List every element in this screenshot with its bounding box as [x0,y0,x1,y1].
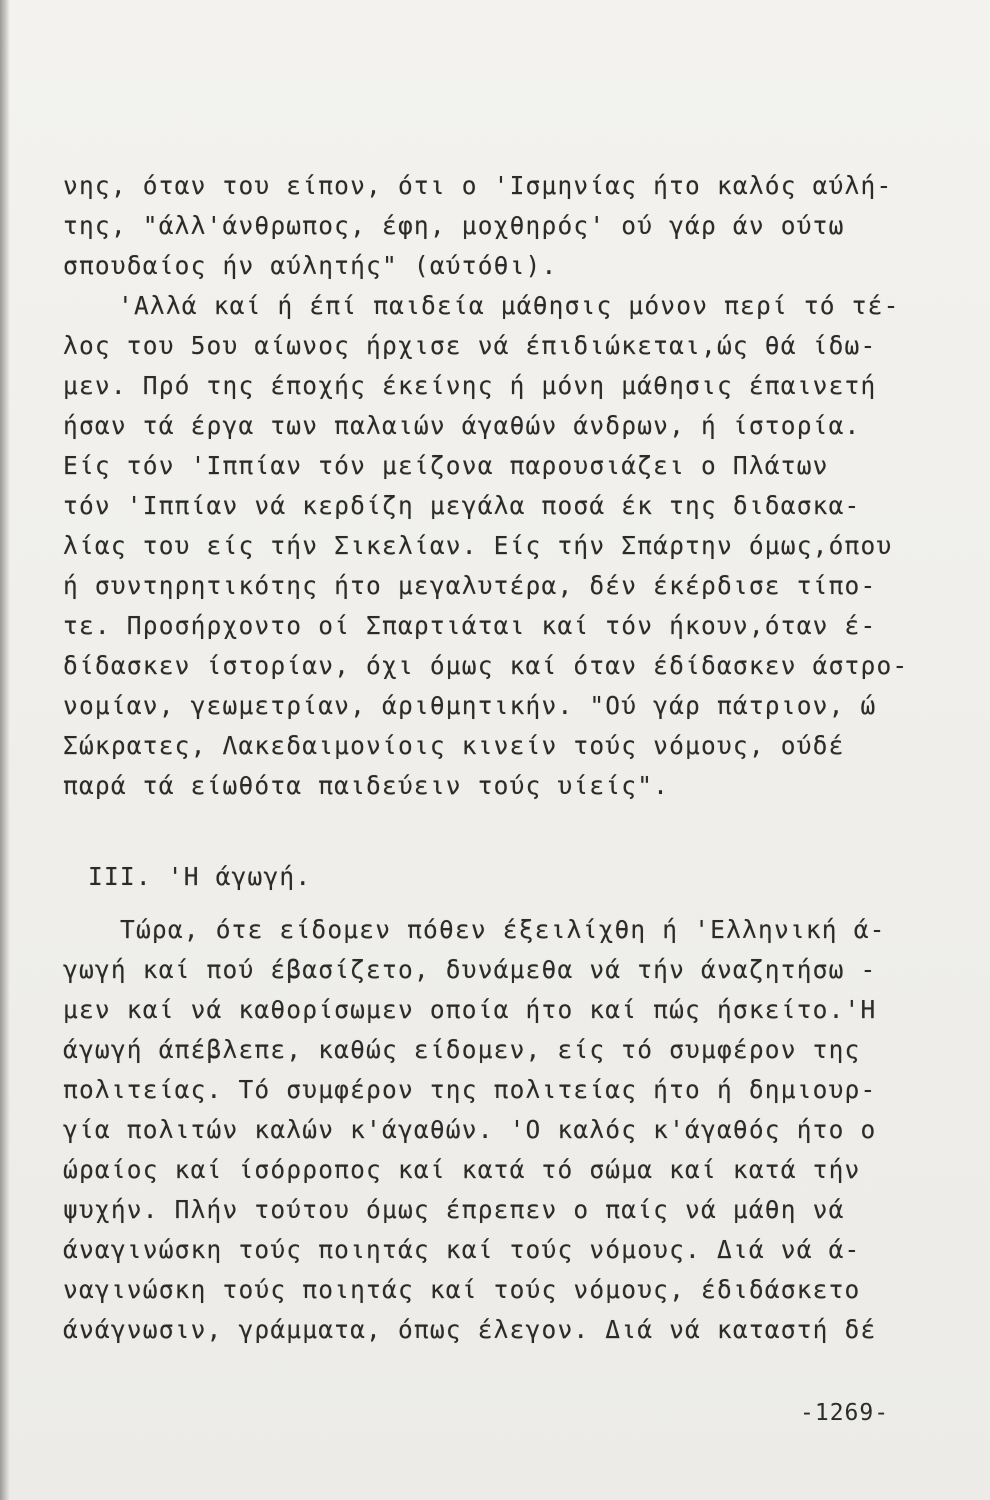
text-line-17: Τώρα, ότε είδομεν πόθεν έξειλίχθη ή 'Ελληνική ά- [120,915,886,944]
text-line-1: νης, όταν του είπον, ότι ο 'Ισμηνίας ήτο καλός αύλή- [63,171,893,200]
text-line-14: νομίαν, γεωμετρίαν, άριθμητικήν. "Ού γάρ πάτριον, ώ [63,691,877,720]
text-line-19: μεν καί νά καθορίσωμεν οποία ήτο καί πώς ήσκείτο.'Η [63,995,877,1024]
text-line-20: άγωγή άπέβλεπε, καθώς είδομεν, είς τό συμφέρον της [63,1035,861,1064]
text-line-10: λίας του είς τήν Σικελίαν. Είς τήν Σπάρτην όμως,όπου [63,531,893,560]
text-line-21: πολιτείας. Τό συμφέρον της πολιτείας ήτο ή δημιουρ- [63,1075,877,1104]
text-line-2: της, "άλλ'άνθρωπος, έφη, μοχθηρός' ού γάρ άν ούτω [63,211,845,240]
text-line-11: ή συντηρητικότης ήτο μεγαλυτέρα, δέν έκέρδισε τίπο- [63,571,877,600]
text-line-4: 'Αλλά καί ή έπί παιδεία μάθησις μόνον περί τό τέ- [118,291,900,320]
text-line-27: άνάγνωσιν, γράμματα, όπως έλεγον. Διά νά καταστή δέ [63,1315,877,1344]
text-line-9: τόν 'Ιππίαν νά κερδίζη μεγάλα ποσά έκ της διδασκα- [63,491,861,520]
text-line-24: ψυχήν. Πλήν τούτου όμως έπρεπεν ο παίς νά μάθη νά [63,1195,845,1224]
text-line-13: δίδασκεν ίστορίαν, όχι όμως καί όταν έδίδασκεν άστρο- [63,651,909,680]
text-line-8: Είς τόν 'Ιππίαν τόν μείζονα παρουσιάζει ο Πλάτων [63,451,829,480]
text-line-6: μεν. Πρό της έποχής έκείνης ή μόνη μάθησις έπαινετή [63,371,877,400]
text-line-26: ναγινώσκη τούς ποιητάς καί τούς νόμους, έδιδάσκετο [63,1275,861,1304]
section-heading: III. 'Η άγωγή. [88,862,312,891]
text-line-7: ήσαν τά έργα των παλαιών άγαθών άνδρων, ή ίστορία. [63,411,861,440]
text-line-18: γωγή καί πού έβασίζετο, δυνάμεθα νά τήν άναζητήσω - [63,955,877,984]
text-line-16: παρά τά είωθότα παιδεύειν τούς υίείς". [63,771,670,800]
text-line-12: τε. Προσήρχοντο οί Σπαρτιάται καί τόν ήκουν,όταν έ- [63,611,877,640]
page-number: -1269- [800,1400,890,1426]
text-line-15: Σώκρατες, Λακεδαιμονίοις κινείν τούς νόμους, ούδέ [63,731,845,760]
text-line-23: ώραίος καί ίσόρροπος καί κατά τό σώμα καί κατά τήν [63,1155,861,1184]
text-line-3: σπουδαίος ήν αύλητής" (αύτόθι). [63,251,558,280]
text-line-5: λος του 5ου αίωνος ήρχισε νά έπιδιώκεται,ώς θά ίδω- [63,331,877,360]
text-line-22: γία πολιτών καλών κ'άγαθών. 'Ο καλός κ'άγαθός ήτο ο [63,1115,877,1144]
text-line-25: άναγινώσκη τούς ποιητάς καί τούς νόμους. Διά νά ά- [63,1235,861,1264]
